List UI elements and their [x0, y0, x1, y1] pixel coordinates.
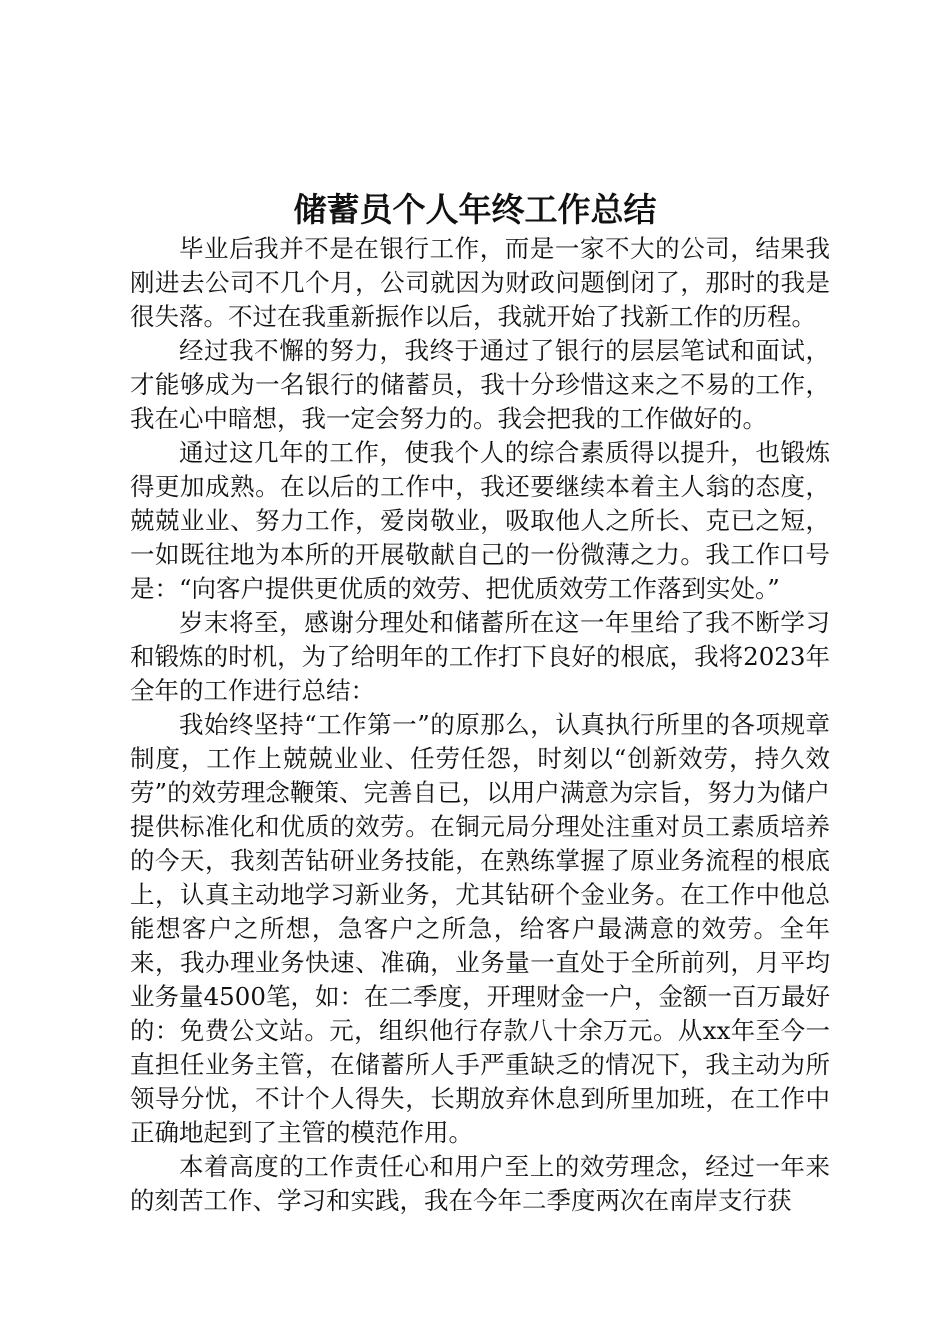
document-title: 储蓄员个人年终工作总结 — [293, 190, 657, 229]
paragraph: 通过这几年的工作，使我个人的综合素质得以提升，也锻炼得更加成熟。在以后的工作中，我还要继续本着主人翁的态度，兢兢业业、努力工作，爱岗敬业，吸取他人之所长、克已之短，一如既往地为本所的开展敬献自己的一份微薄之力。我工作口号是：“向客户提供更优质的效劳、把优质效劳工作落到实处。” — [130, 438, 830, 603]
paragraph: 本着高度的工作责任心和用户至上的效劳理念，经过一年来的刻苦工作、学习和实践，我在今年二季度两次在南岸支行获 — [130, 1152, 830, 1215]
paragraph: 岁末将至，感谢分理处和储蓄所在这一年里给了我不断学习和锻炼的时机，为了给明年的工作打下良好的根底，我将2023年全年的工作进行总结： — [130, 608, 830, 705]
document-body — [130, 232, 830, 1218]
paragraph: 毕业后我并不是在银行工作，而是一家不大的公司，结果我刚进去公司不几个月，公司就因为财政问题倒闭了，那时的我是很失落。不过在我重新振作以后，我就开始了找新工作的历程。 — [130, 234, 830, 331]
paragraph: 我始终坚持“工作第一”的原那么，认真执行所里的各项规章制度，工作上兢兢业业、任劳任怨，时刻以“创新效劳，持久效劳”的效劳理念鞭策、完善自已，以用户满意为宗旨，努力为储户提供标准化和优质的效劳。在铜元局分理处注重对员工素质培养的今天，我刻苦钻研业务技能，在熟练掌握了原业务流程的根底上，认真主动地学习新业务，尤其钻研个金业务。在工作中他总能想客户之所想，急客户之所急，给客户最满意的效劳。全年来，我办理业务快速、准确，业务量一直处于全所前列，月平均业务量4500笔，如：在二季度，开理财金一户，金额一百万最好的：免费公文站。元，组织他行存款八十余万元。从xx年至今一直担任业务主管，在储蓄所人手严重缺乏的情况下，我主动为所领导分忧，不计个人得失，长期放弃休息到所里加班，在工作中正确地起到了主管的模范作用。 — [130, 710, 830, 1147]
paragraph: 经过我不懈的努力，我终于通过了银行的层层笔试和面试，才能够成为一名银行的储蓄员，我十分珍惜这来之不易的工作，我在心中暗想，我一定会努力的。我会把我的工作做好的。 — [130, 336, 830, 433]
